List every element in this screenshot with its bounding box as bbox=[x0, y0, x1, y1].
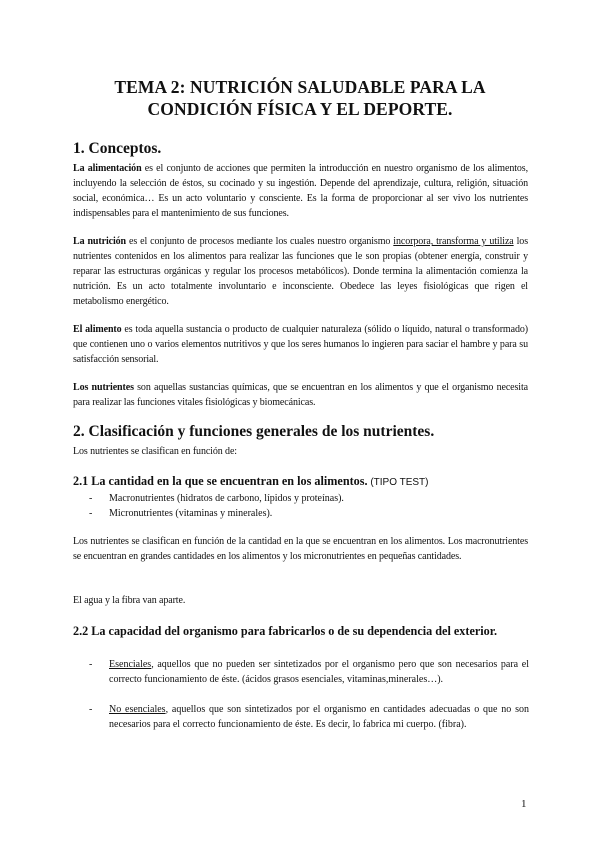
term-esenciales: Esenciales bbox=[109, 659, 152, 670]
page-number: 1 bbox=[521, 798, 527, 810]
dash-marker: - bbox=[89, 493, 93, 504]
list-item bbox=[89, 657, 529, 687]
paragraph-water-fibre: El agua y la fibra van aparte. bbox=[73, 595, 186, 606]
paragraph-quantity-explanation: Los nutrientes se clasifican en función de la cantidad en la que se encuentran en los alimentos. Los macronutrientes se encuentran en grandes cantidades en los alimentos y los micronutrientes en pequeñas cantidades. bbox=[73, 536, 528, 562]
tipo-test-note: (TIPO TEST) bbox=[367, 477, 429, 488]
title-line-2: CONDICIÓN FÍSICA Y EL DEPORTE. bbox=[147, 99, 453, 119]
nutrient-dependency-list bbox=[89, 657, 529, 732]
paragraph-alimento-text: es toda aquella sustancia o producto de cualquier naturaleza (sólido o líquido, natural o transformado) que contienen uno o varios elementos nutritivos y que los seres humanos lo ingieren para saciar el hambre y para su satisfacción sensorial. bbox=[73, 324, 528, 365]
paragraph-alimentacion-text: es el conjunto de acciones que permiten la introducción en nuestro organismo de los alimentos, incluyendo la selección de éstos, su cocinado y su ingestión. Depende del aprendizaje, cultura, religión, situación social, económica… Es un acto voluntario y consciente. Es la forma de proporcionar al ser vivo los nutrientes indispensables para el mantenimiento de sus funciones. bbox=[73, 163, 528, 219]
list-item-text: Micronutrientes (vitaminas y minerales). bbox=[109, 508, 273, 519]
term-nutrientes: Los nutrientes bbox=[73, 382, 134, 393]
dash-marker: - bbox=[89, 659, 93, 670]
paragraph-alimentacion bbox=[73, 161, 528, 221]
paragraph-nutrientes-text: son aquellas sustancias químicas, que se encuentran en los alimentos y que el organismo necesita para realizar las funciones vitales fisiológicas y biomecánicas. bbox=[73, 382, 528, 408]
subsection-2-1-heading bbox=[73, 473, 528, 491]
nutrient-quantity-list bbox=[89, 491, 529, 521]
section-2-intro: Los nutrientes se clasifican en función de: bbox=[73, 446, 237, 457]
term-nutricion: La nutrición bbox=[73, 236, 127, 247]
section-2-heading: 2. Clasificación y funciones generales de los nutrientes. bbox=[73, 423, 435, 440]
paragraph-alimento bbox=[73, 322, 528, 367]
list-item-text: , aquellos que son sintetizados por el organismo en cantidades adecuadas o que no son necesarios para el correcto funcionamiento de éste. Es decir, lo fabrica mi cuerpo. (fibra). bbox=[109, 704, 529, 730]
paragraph-nutricion bbox=[73, 234, 528, 309]
term-alimentacion: La alimentación bbox=[73, 163, 142, 174]
paragraph-nutrientes bbox=[73, 380, 528, 410]
dash-marker: - bbox=[89, 508, 93, 519]
subsection-2-2-heading: 2.2 La capacidad del organismo para fabricarlos o de su dependencia del exterior. bbox=[73, 624, 498, 638]
section-1-heading: 1. Conceptos. bbox=[73, 140, 162, 157]
page-title bbox=[60, 76, 540, 120]
dash-marker: - bbox=[89, 704, 93, 715]
list-item bbox=[89, 491, 529, 506]
paragraph-nutricion-text-b: los nutrientes contenidos en los alimentos para realizar las funciones que le son propias (obtener energía, construir y reparar las estructuras orgánicas y regular los procesos metabólicos). Donde termina la alimentación comienza la nutrición. Es un acto totalmente involuntario e inconsciente. Obedece las leyes fisiológicas que rigen el metabolismo energético. bbox=[73, 236, 528, 307]
list-item bbox=[89, 702, 529, 732]
underlined-phrase: incorpora, transforma y utiliza bbox=[393, 236, 514, 247]
subsection-2-1-title: 2.1 La cantidad en la que se encuentran en los alimentos. bbox=[73, 474, 368, 488]
term-alimento: El alimento bbox=[73, 324, 122, 335]
paragraph-nutricion-text-a: es el conjunto de procesos mediante los cuales nuestro organismo bbox=[126, 236, 394, 247]
list-item-text: , aquellos que no pueden ser sintetizados por el organismo pero que son necesarios para el correcto funcionamiento de éste. (ácidos grasos esenciales, vitaminas,minerales…). bbox=[109, 659, 529, 685]
list-item bbox=[89, 506, 529, 521]
title-line-1: TEMA 2: NUTRICIÓN SALUDABLE PARA LA bbox=[114, 77, 486, 97]
list-item-text: Macronutrientes (hidratos de carbono, lípidos y proteínas). bbox=[109, 493, 344, 504]
term-no-esenciales: No esenciales bbox=[109, 704, 166, 715]
